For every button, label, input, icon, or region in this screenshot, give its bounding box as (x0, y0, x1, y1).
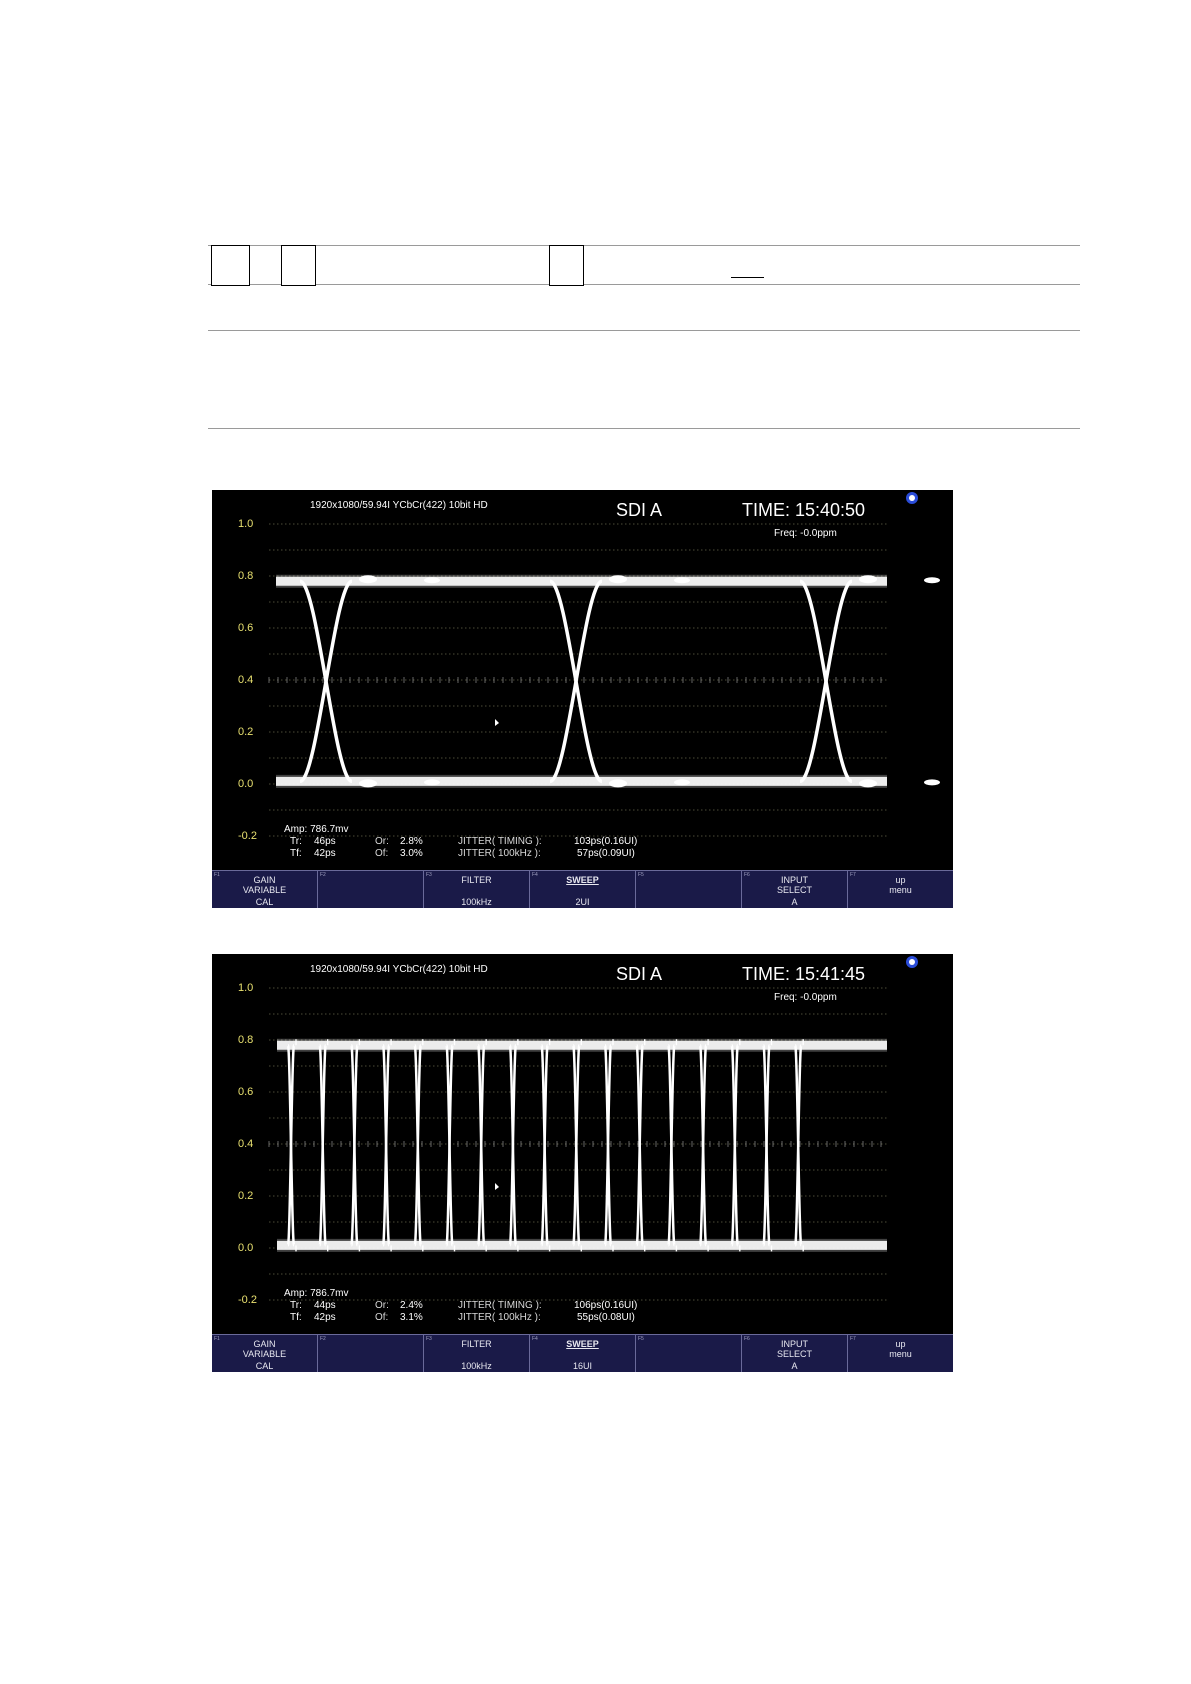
or-value: 2.4% (400, 1300, 423, 1311)
overshoot-bump (424, 577, 440, 583)
time-label: TIME: 15:41:45 (742, 964, 866, 984)
y-tick-label: 0.2 (238, 726, 254, 738)
softkey-label: GAIN (253, 875, 276, 885)
overshoot-bump (424, 779, 440, 785)
jitter-100k-label: JITTER( 100kHz ): (458, 848, 541, 859)
softkey-up[interactable] (847, 870, 953, 908)
softkey-sublabel: menu (889, 1349, 912, 1359)
y-tick-label: 1.0 (238, 518, 254, 530)
tr-value: 44ps (314, 1300, 336, 1311)
freq-readout: Freq: -0.0ppm (774, 992, 837, 1003)
softkey-number: F7 (850, 1336, 856, 1342)
y-tick-label: 0.2 (238, 1190, 254, 1202)
softkey-filter[interactable] (423, 1334, 529, 1372)
waveform-screenshot-16ui (212, 954, 953, 1372)
of-label: Of: (375, 1312, 389, 1323)
or-label: Or: (375, 1300, 389, 1311)
y-tick-label: -0.2 (238, 1294, 257, 1306)
softkey-number: F4 (532, 1336, 538, 1342)
softkey-value: A (791, 897, 798, 907)
softkey-bar (212, 1334, 953, 1372)
header-cell-box-1 (211, 245, 250, 286)
jitter-timing-label: JITTER( TIMING ): (458, 1300, 542, 1311)
tf-label: Tf: (290, 1312, 302, 1323)
softkey-value: 100kHz (461, 897, 492, 907)
softkey-label: up (895, 875, 906, 885)
softkey-sublabel: VARIABLE (242, 1349, 287, 1359)
y-tick-label: 0.0 (238, 1242, 254, 1254)
softkey-value: A (791, 1361, 798, 1371)
or-label: Or: (375, 836, 389, 847)
format-label: 1920x1080/59.94I YCbCr(422) 10bit HD (310, 964, 488, 975)
section-rule-2 (208, 428, 1080, 429)
y-tick-label: 0.0 (238, 778, 254, 790)
overshoot-bump (924, 577, 940, 583)
softkey-value: 16UI (572, 1361, 592, 1371)
y-tick-label: 1.0 (238, 982, 254, 994)
eye-pattern-plot (212, 954, 953, 1334)
tr-value: 46ps (314, 836, 336, 847)
softkey-sublabel: SELECT (776, 885, 812, 895)
softkey-bar (212, 870, 953, 908)
softkey-filter[interactable] (423, 870, 529, 908)
softkey-sweep[interactable] (529, 1334, 635, 1372)
softkey-blank[interactable] (317, 870, 423, 908)
jitter-timing-value: 106ps(0.16UI) (574, 1300, 638, 1311)
softkey-number: F3 (426, 872, 432, 878)
jitter-timing-value: 103ps(0.16UI) (574, 836, 638, 847)
cursor-pointer-icon (495, 719, 499, 726)
amp-readout: Amp: 786.7mv (284, 1288, 349, 1299)
softkey-value: 100kHz (461, 1361, 492, 1371)
amp-readout: Amp: 786.7mv (284, 824, 349, 835)
softkey-number: F1 (214, 872, 220, 878)
time-label: TIME: 15:40:50 (742, 500, 866, 520)
softkey-label: INPUT (781, 875, 808, 885)
softkey-input[interactable] (741, 1334, 847, 1372)
softkey-number: F4 (532, 872, 538, 878)
overshoot-bump (674, 577, 690, 583)
y-tick-label: 0.6 (238, 1086, 254, 1098)
jitter-timing-label: JITTER( TIMING ): (458, 836, 542, 847)
cursor-pointer-icon (495, 1183, 499, 1190)
softkey-value: 2UI (575, 897, 590, 907)
format-label: 1920x1080/59.94I YCbCr(422) 10bit HD (310, 500, 488, 511)
table-top-rule (208, 245, 1080, 246)
of-value: 3.0% (400, 848, 423, 859)
header-cell-box-3 (549, 245, 584, 286)
status-icon (906, 492, 918, 504)
softkey-label: up (895, 1339, 906, 1349)
softkey-number: F2 (320, 1336, 326, 1342)
y-tick-label: 0.6 (238, 622, 254, 634)
of-label: Of: (375, 848, 389, 859)
eye-traces (276, 575, 940, 787)
softkey-gain[interactable] (212, 1334, 317, 1372)
overshoot-bump (359, 779, 377, 787)
tf-value: 42ps (314, 1312, 336, 1323)
eye-transition-rise (800, 581, 852, 781)
overshoot-bump (859, 779, 877, 787)
softkey-number: F6 (744, 872, 750, 878)
jitter-100k-value: 55ps(0.08UI) (577, 1312, 635, 1323)
softkey-number: F2 (320, 872, 326, 878)
softkey-label: SWEEP (566, 1339, 599, 1349)
softkey-up[interactable] (847, 1334, 953, 1372)
tr-label: Tr: (290, 836, 302, 847)
softkey-number: F1 (214, 1336, 220, 1342)
softkey-sweep[interactable] (529, 870, 635, 908)
tf-label: Tf: (290, 848, 302, 859)
eye-traces (277, 1039, 887, 1251)
overshoot-bump (924, 779, 940, 785)
softkey-number: F5 (638, 1336, 644, 1342)
header-underline (731, 277, 764, 278)
section-rule-1 (208, 330, 1080, 331)
softkey-label: INPUT (781, 1339, 808, 1349)
eye-transition-rise (550, 581, 602, 781)
overshoot-bump (609, 779, 627, 787)
softkey-sublabel: menu (889, 885, 912, 895)
y-tick-label: 0.4 (238, 1138, 254, 1150)
tf-value: 42ps (314, 848, 336, 859)
softkey-label: FILTER (461, 875, 492, 885)
softkey-number: F7 (850, 872, 856, 878)
softkey-label: FILTER (461, 1339, 492, 1349)
freq-readout: Freq: -0.0ppm (774, 528, 837, 539)
overshoot-bump (359, 575, 377, 583)
softkey-gain[interactable] (212, 870, 317, 908)
softkey-blank[interactable] (635, 870, 741, 908)
overshoot-bump (674, 779, 690, 785)
eye-pattern-plot (212, 490, 953, 870)
table-row-rule (208, 284, 1080, 285)
softkey-blank[interactable] (635, 1334, 741, 1372)
softkey-label: SWEEP (566, 875, 599, 885)
softkey-number: F3 (426, 1336, 432, 1342)
softkey-sublabel: VARIABLE (242, 885, 287, 895)
y-tick-label: -0.2 (238, 830, 257, 842)
jitter-100k-value: 57ps(0.09UI) (577, 848, 635, 859)
softkey-input[interactable] (741, 870, 847, 908)
input-label: SDI A (616, 500, 663, 520)
overshoot-bump (609, 575, 627, 583)
softkey-value: CAL (255, 897, 274, 907)
waveform-screenshot-2ui (212, 490, 953, 908)
y-tick-label: 0.8 (238, 1034, 254, 1046)
y-tick-label: 0.4 (238, 674, 254, 686)
softkey-number: F5 (638, 872, 644, 878)
status-icon (906, 956, 918, 968)
softkey-number: F6 (744, 1336, 750, 1342)
softkey-blank[interactable] (317, 1334, 423, 1372)
or-value: 2.8% (400, 836, 423, 847)
overshoot-bump (859, 575, 877, 583)
y-tick-label: 0.8 (238, 570, 254, 582)
softkey-label: GAIN (253, 1339, 276, 1349)
of-value: 3.1% (400, 1312, 423, 1323)
eye-transition-rise (300, 581, 352, 781)
softkey-sublabel: SELECT (776, 1349, 812, 1359)
tr-label: Tr: (290, 1300, 302, 1311)
softkey-value: CAL (255, 1361, 274, 1371)
jitter-100k-label: JITTER( 100kHz ): (458, 1312, 541, 1323)
header-cell-box-2 (281, 245, 316, 286)
input-label: SDI A (616, 964, 663, 984)
